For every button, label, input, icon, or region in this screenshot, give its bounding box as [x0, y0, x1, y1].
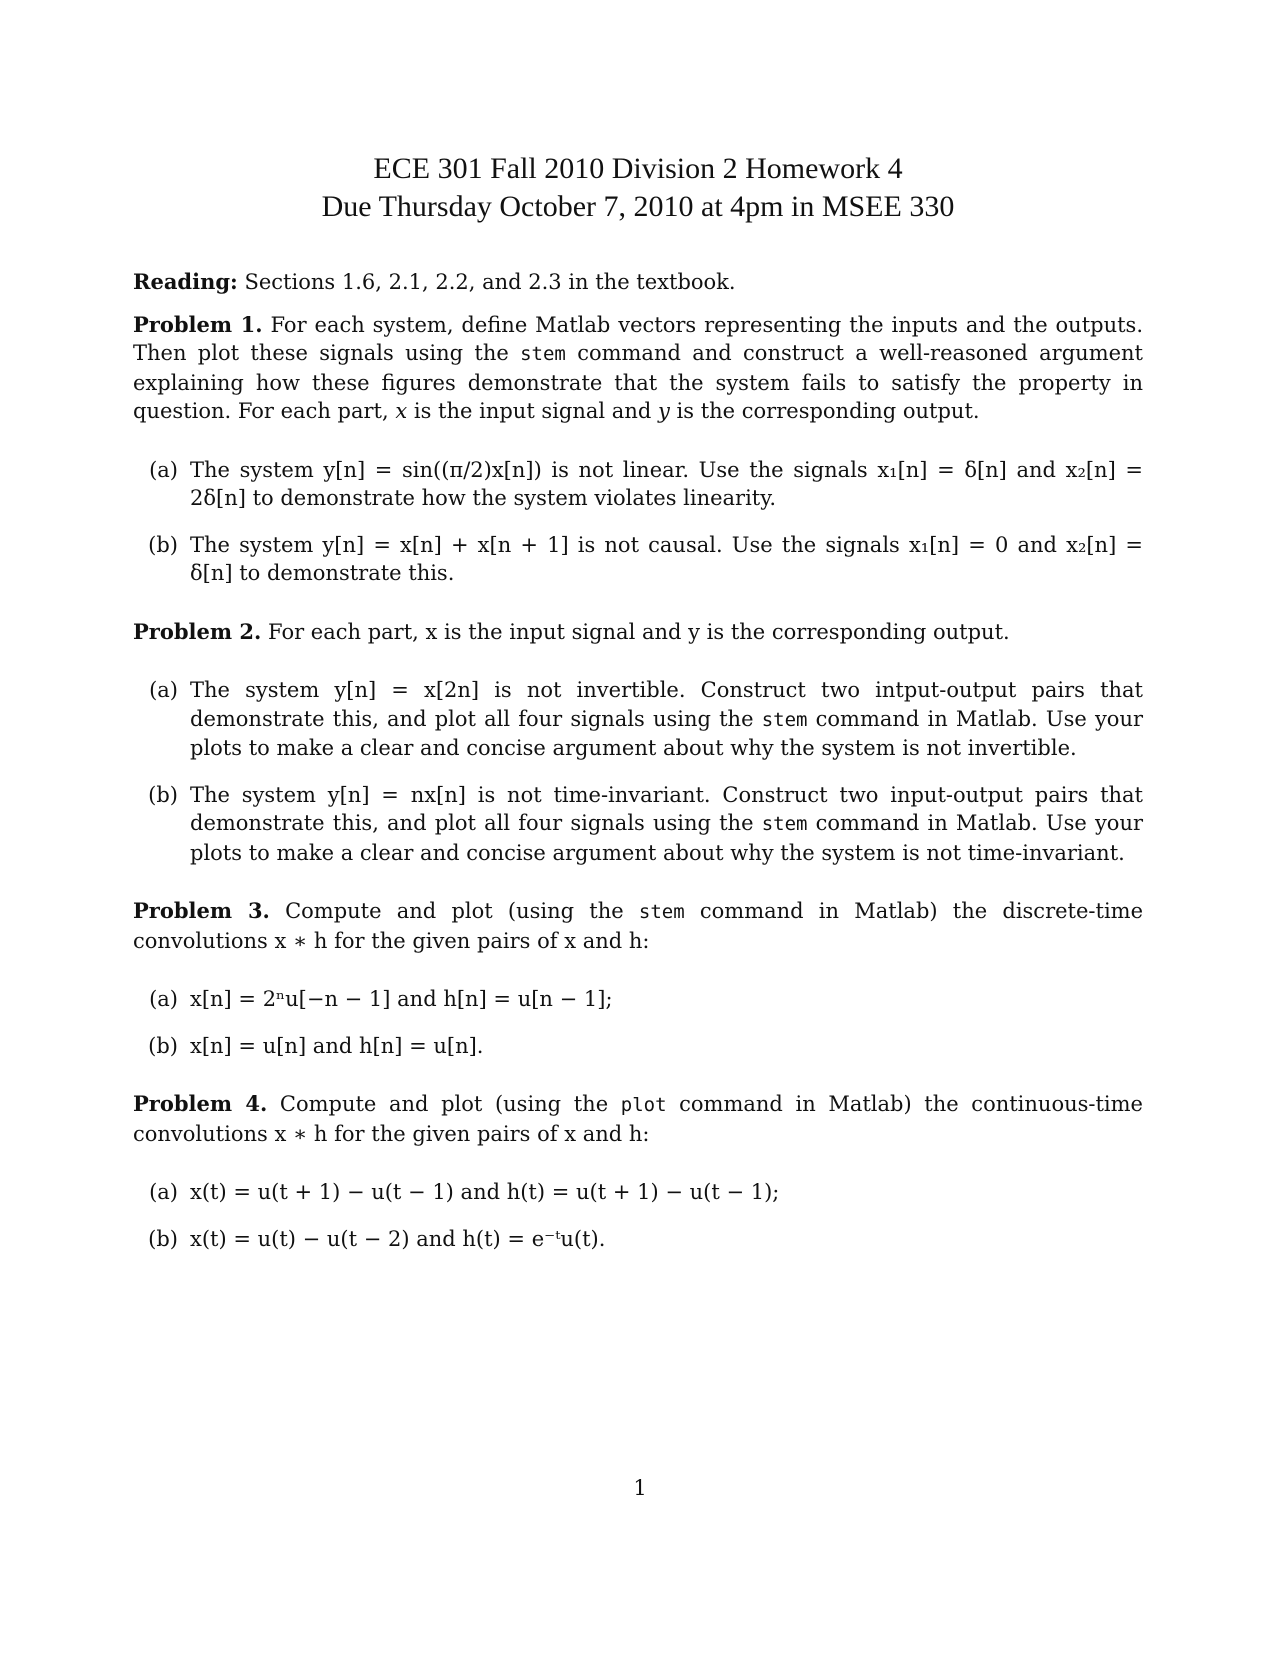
reading-text: Sections 1.6, 2.1, 2.2, and 2.3 in the textbook.	[244, 270, 736, 294]
part-label: (b)	[148, 532, 178, 557]
part-text: x[n] = 2ⁿu[−n − 1] and h[n] = u[n − 1];	[190, 987, 613, 1011]
document-title	[133, 150, 1143, 226]
math-x: x	[395, 399, 408, 423]
problem-2-label: Problem 2.	[133, 618, 262, 644]
problem-3-parts	[133, 985, 1143, 1060]
part-label: (a)	[149, 987, 178, 1011]
problem-2-part-b	[133, 781, 1143, 868]
part-label: (a)	[149, 1180, 178, 1204]
problem-2-intro	[133, 618, 1143, 647]
problem-1-intro-d: is the corresponding output.	[676, 399, 980, 423]
problem-4-intro	[133, 1090, 1143, 1148]
problem-3-part-b	[133, 1032, 1143, 1061]
problem-2-part-a	[133, 676, 1143, 763]
math-y: y	[657, 399, 670, 423]
problem-1-intro-b: command and construct a well-reasoned argument explaining how these figures demonstrate that the system fails to satisfy the property in question. For each part,	[133, 341, 1143, 423]
problem-4-intro-b: command in Matlab) the continuous-time convolutions x ∗ h for the given pairs of x and h:	[133, 1092, 1143, 1146]
part-label: (b)	[148, 1226, 178, 1251]
part-label: (a)	[149, 457, 178, 482]
part-text-a: The system y[n] = nx[n] is not time-invariant. Construct two input-output pairs that demonstrate this, and plot all four signals using the	[190, 782, 1143, 835]
part-body	[190, 676, 1143, 763]
problem-4-label: Problem 4.	[133, 1091, 268, 1116]
problem-4-parts	[133, 1178, 1143, 1253]
part-text-a: The system y[n] = x[2n] is not invertible. Construct two intput-output pairs that demonstrate this, and plot all four signals using the	[190, 678, 1143, 731]
part-text: x[n] = u[n] and h[n] = u[n].	[190, 1033, 484, 1058]
problem-4-code: plot	[620, 1094, 667, 1116]
part-label: (b)	[148, 782, 178, 807]
part-code: stem	[761, 813, 808, 835]
problem-3-intro-b: command in Matlab) the discrete-time convolutions x ∗ h for the given pairs of x and h:	[133, 899, 1143, 953]
problem-1-code: stem	[520, 343, 566, 365]
part-text: x(t) = u(t) − u(t − 2) and h(t) = e⁻ᵗu(t).	[190, 1226, 606, 1251]
part-text-b: command in Matlab. Use your plots to make a clear and concise argument about why the system is not invertible.	[190, 706, 1144, 760]
problem-2-parts	[133, 676, 1143, 867]
problem-1-label: Problem 1.	[133, 311, 263, 337]
problem-4-part-b	[133, 1225, 1143, 1254]
problem-3-part-a	[133, 985, 1143, 1014]
part-text: x(t) = u(t + 1) − u(t − 1) and h(t) = u(t + 1) − u(t − 1);	[190, 1180, 780, 1204]
problem-3-code: stem	[638, 901, 685, 923]
title-line-1: ECE 301 Fall 2010 Division 2 Homework 4	[373, 152, 903, 185]
problem-1-parts	[133, 456, 1143, 588]
problem-1-part-a	[133, 456, 1143, 513]
problem-4-part-a	[133, 1178, 1143, 1207]
part-body	[190, 781, 1143, 868]
part-text: The system y[n] = sin((π/2)x[n]) is not linear. Use the signals x₁[n] = δ[n] and x₂[n] = 2δ[n] to demonstrate how the system violates linearity.	[190, 457, 1143, 510]
problem-3-intro	[133, 897, 1143, 955]
part-label: (a)	[149, 678, 178, 702]
problem-1-intro-a: For each system, define Matlab vectors representing the inputs and the outputs. Then plot these signals using the	[133, 312, 1144, 365]
part-text-b: command in Matlab. Use your plots to make a clear and concise argument about why the system is not time-invariant.	[190, 811, 1144, 865]
problem-1-intro	[133, 311, 1143, 426]
problem-4-intro-a: Compute and plot (using the	[279, 1092, 609, 1116]
reading-section	[133, 268, 1143, 297]
part-text: The system y[n] = x[n] + x[n + 1] is not causal. Use the signals x₁[n] = 0 and x₂[n] = δ[n] to demonstrate this.	[190, 532, 1143, 585]
problem-3-label: Problem 3.	[133, 898, 270, 923]
homework-page	[133, 150, 1143, 1283]
part-label: (b)	[148, 1033, 178, 1058]
problem-1-intro-c: is the input signal and	[413, 399, 652, 423]
reading-label: Reading:	[133, 269, 238, 294]
problem-3-intro-a: Compute and plot (using the	[285, 899, 624, 923]
page-number: 1	[633, 1476, 647, 1500]
part-code: stem	[761, 708, 808, 731]
title-line-2: Due Thursday October 7, 2010 at 4pm in MSEE 330	[321, 190, 955, 223]
problem-2-intro-text: For each part, x is the input signal and y is the corresponding output.	[268, 619, 1010, 644]
problem-1-part-b	[133, 531, 1143, 588]
